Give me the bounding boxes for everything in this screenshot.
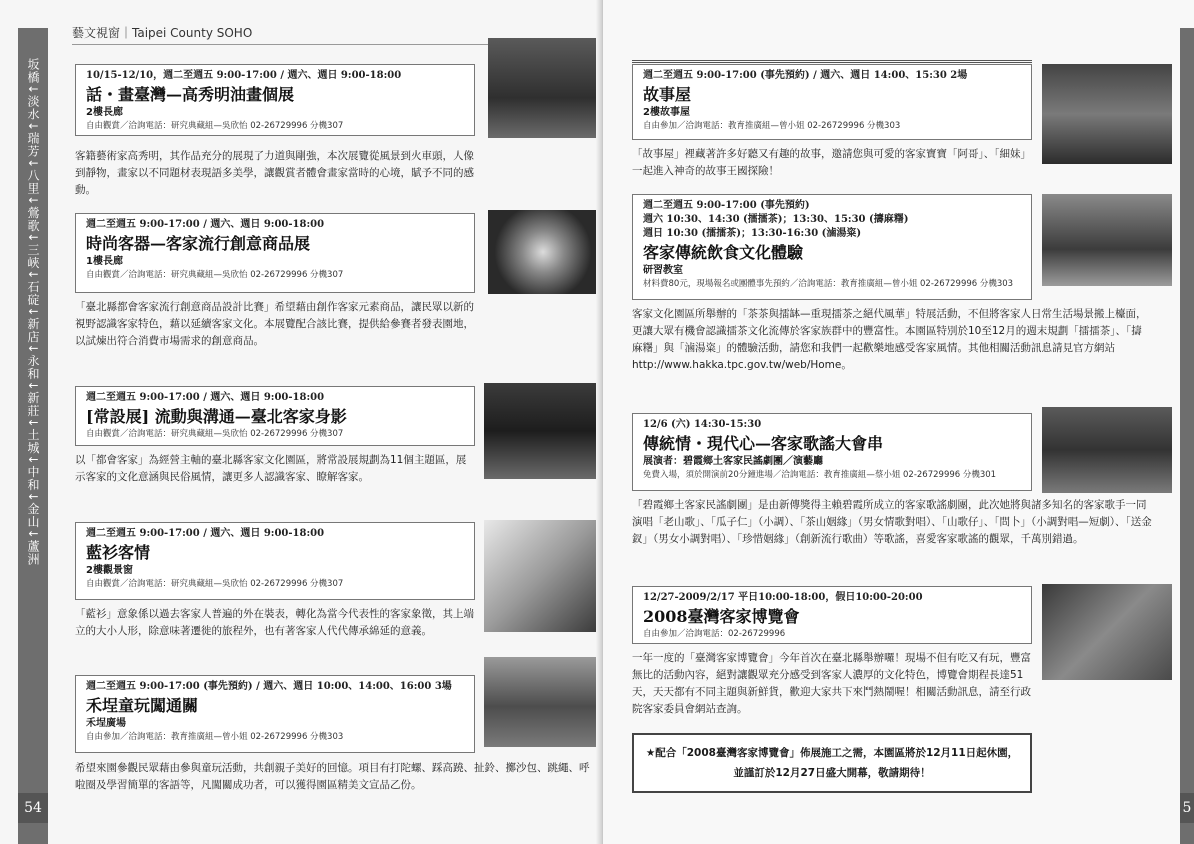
event-title: [常設展] 流動與溝通—臺北客家身影: [86, 407, 347, 426]
event-time: 週二至週五 9:00-17:00 (事先預約) / 週六、週日 14:00、15:30 2場: [643, 70, 968, 81]
event-card-permanent-exhibit: [75, 386, 475, 446]
event-card-creative-products: [75, 213, 475, 293]
event-venue: 2樓故事屋: [643, 107, 690, 118]
creative-product-photo: [488, 210, 598, 294]
event-title: 客家傳統飲食文化體驗: [643, 243, 804, 262]
event-time: 週二至週五 9:00-17:00 / 週六、週日 9:00-18:00: [86, 528, 325, 539]
event-time-saturday: 週六 10:30、14:30 (擂擂茶)；13:30、15:30 (擣麻糬): [643, 214, 909, 225]
event-time: 12/27-2009/2/17 平日10:00-18:00，假日10:00-20:00: [643, 592, 923, 603]
region-list: 坂橋↓淡水↓瑞芳↓八里↓鶯歌↓三峽↓石碇↓新店↓永和↓新莊↓土城↓中和↓金山↓蘆洲: [26, 58, 40, 566]
event-card-toy-challenge: [75, 675, 475, 753]
event-venue: 研習教室: [643, 265, 683, 276]
event-contact: 自由觀賞／洽詢電話：研究典藏組—吳欣怡 02-26729996 分機307: [86, 121, 344, 131]
event-card-folk-song: [632, 413, 1032, 491]
event-time: 12/6 (六) 14:30-15:30: [643, 419, 762, 430]
event-description: 「故事屋」裡藏著許多好聽又有趣的故事，邀請您與可愛的客家寶寶「阿哥」、「細妹」一起進入神奇的故事王國探險！: [632, 148, 1031, 177]
event-venue: 2樓觀景窗: [86, 565, 133, 576]
page-header: 藝文視窗｜Taipei County SOHO: [72, 26, 253, 40]
event-contact: 自由觀賞／洽詢電話：研究典藏組—吳欣怡 02-26729996 分機307: [86, 429, 344, 439]
event-time: 週二至週五 9:00-17:00 / 週六、週日 9:00-18:00: [86, 392, 325, 403]
event-description: 「藍衫」意象係以過去客家人普遍的外在裝表，轉化為當今代表性的客家象徵，其上端立的大小人形，除意味著遷徙的旅程外，也有著客家人代代傳承綿延的意義。: [75, 608, 474, 637]
event-description: 「碧霞鄉土客家民謠劇團」是由新傳獎得主賴碧霞所成立的客家歌謠劇團，此次她將與諸多知名的客家歌手一同演唱「老山歌」、「瓜子仁」（小調）、「茶山姻緣」（男女情歌對唱）、「山歌仔」、「問卜」（小調對唱—短劇）、「送金釵」（男女小調對唱）、「珍惜姻緣」（創新流行歌曲）等歌謠，喜愛客家歌謠的觀眾，千萬別錯過。: [632, 499, 1152, 545]
event-card-blue-shirt: [75, 522, 475, 600]
event-contact: 自由參加／洽詢電話：教育推廣組—曾小姐 02-26729996 分機303: [86, 732, 344, 742]
event-card-oil-painting: [75, 64, 475, 136]
performance-photo: [1042, 407, 1172, 493]
event-contact: 材料費80元，現場報名或團體事先預約／洽詢電話：教育推廣組—曾小姐 02-26729996 分機303: [643, 279, 1014, 289]
event-title: 傳統情・現代心—客家歌謠大會串: [643, 434, 884, 453]
event-title: 故事屋: [643, 85, 692, 104]
event-contact: 自由觀賞／洽詢電話：研究典藏組—吳欣怡 02-26729996 分機307: [86, 270, 344, 280]
tea-making-photo: [1042, 194, 1172, 286]
event-card-food-culture: [632, 194, 1032, 300]
event-contact: 自由參加／洽詢電話：02-26729996: [643, 629, 786, 639]
event-time-sunday: 週日 10:30 (擂擂茶)；13:30-16:30 (滷湯粢): [643, 228, 862, 239]
exhibit-hall-photo: [484, 383, 598, 479]
event-card-hakka-expo: [632, 586, 1032, 644]
event-description: 客家文化園區所舉辦的「茶茶與擂缽—重現擂茶之絕代風華」特展活動，不但將客家人日常生活場景搬上檯面，更讓大眾有機會認識擂茶文化流傳於客家族群中的豐富性。本園區特別於10至12月的週末規劃「擂擂茶」、「擣麻糬」與「滷湯粢」的體驗活動，請您和我們一起歡樂地感受客家風情。其他相關活動訊息請見官方網站http://www.hakka.tpc.gov.tw/web/Home。: [632, 308, 1147, 371]
event-title: 時尚客器—客家流行創意商品展: [86, 234, 311, 253]
event-title: 話・畫臺灣—高秀明油畫個展: [86, 85, 295, 104]
right-edge-bar: [1180, 28, 1194, 844]
event-time: 週二至週五 9:00-17:00 / 週六、週日 9:00-18:00: [86, 219, 325, 230]
sidebar-region-index: [18, 28, 48, 844]
page-number-right: 5: [1180, 793, 1194, 823]
closure-notice: ★配合「2008臺灣客家博覽會」佈展施工之需，本園區將於12月11日起休園，並謹訂於12月27日盛大開幕，敬請期待！: [632, 733, 1032, 793]
event-title: 藍衫客情: [86, 543, 151, 562]
event-time: 10/15-12/10，週二至週五 9:00-17:00 / 週六、週日 9:00-18:00: [86, 70, 402, 81]
event-venue: 2樓長廊: [86, 107, 123, 118]
event-description: 客籍藝術家高秀明，其作品充分的展現了力道與剛強，本次展覽從風景到火車頭，人像到靜物，畫家以不同題材表現語多美學，讓觀賞者體會畫家當時的心境，賦予不同的感動。: [75, 150, 474, 196]
event-time: 週二至週五 9:00-17:00 (事先預約) / 週六、週日 10:00、14:00、16:00 3場: [86, 681, 452, 692]
children-playing-photo: [484, 657, 598, 747]
expo-photo: [1042, 584, 1172, 680]
event-title: 禾埕童玩闖通關: [86, 696, 199, 715]
top-divider: [632, 60, 1032, 63]
event-contact: 自由觀賞／洽詢電話：研究典藏組—吳欣怡 02-26729996 分機307: [86, 579, 344, 589]
event-contact: 免費入場，須於開演前20分鐘進場／洽詢電話：教育推廣組—蔡小姐 02-26729996 分機301: [643, 470, 997, 480]
event-description: 一年一度的「臺灣客家博覽會」今年首次在臺北縣舉辦囉！現場不但有吃又有玩，豐富無比的活動內容，絕對讓觀眾充分感受到客家人濃厚的文化特色，博覽會期程長達51天，天天都有不同主題與新鮮貨，歡迎大家共下來鬥熱鬧喔！相關活動訊息，請至行政院客家委員會網站查詢。: [632, 652, 1031, 715]
event-venue: 禾埕廣場: [86, 718, 126, 729]
event-venue: 展演者：碧霞鄉土客家民謠劇團／演藝廳: [643, 456, 823, 467]
event-description: 以「都會客家」為經營主軸的臺北縣客家文化園區，將常設展規劃為11個主題區，展示客家的文化意涵與民俗風情，讓更多人認識客家、瞭解客家。: [75, 454, 467, 483]
event-title: 2008臺灣客家博覽會: [643, 607, 800, 626]
oil-painting-photo: [488, 38, 598, 138]
event-time: 週二至週五 9:00-17:00 (事先預約): [643, 200, 810, 211]
story-house-photo: [1042, 64, 1172, 164]
event-card-story-house: [632, 64, 1032, 140]
page-number-left: 54: [18, 793, 48, 823]
event-description: 希望來園參觀民眾藉由參與童玩活動，共創親子美好的回憶。項目有打陀螺、踩高蹺、扯鈴、擲沙包、跳繩、呼啦圈及學習簡單的客語等，凡闖關成功者，可以獲得園區精美文宣品乙份。: [75, 762, 590, 791]
sculpture-photo: [484, 520, 598, 632]
event-description: 「臺北縣都會客家流行創意商品設計比賽」希望藉由創作客家元素商品，讓民眾以新的視野認識客家特色，藉以延續客家文化。本展覽配合該比賽，提供給參賽者發表園地，以試煉出符合消費市場需求的創意商品。: [75, 301, 474, 347]
event-venue: 1樓長廊: [86, 256, 123, 267]
event-contact: 自由參加／洽詢電話：教育推廣組—曾小姐 02-26729996 分機303: [643, 121, 901, 131]
